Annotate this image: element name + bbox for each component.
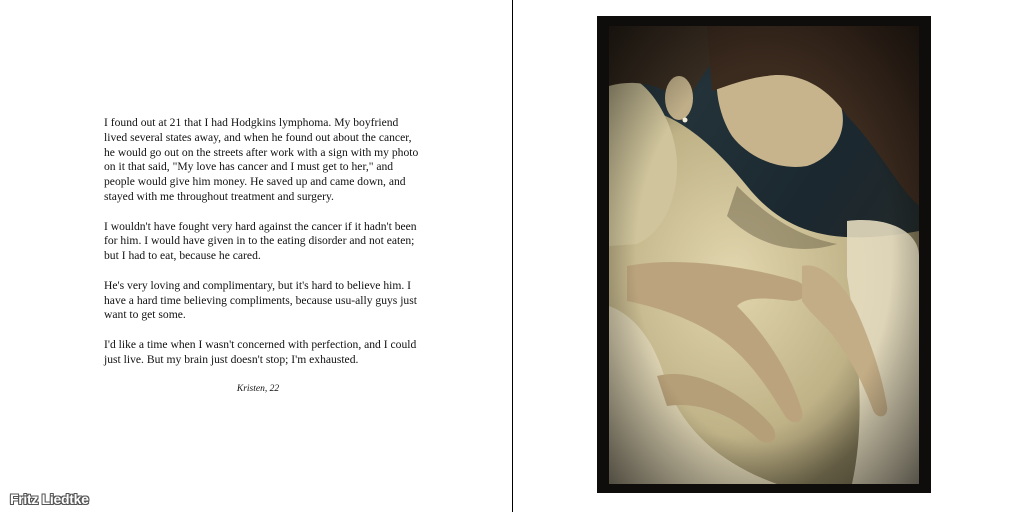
photographer-credit: Fritz Liedtke — [10, 491, 89, 507]
story-paragraph: I wouldn't have fought very hard against the cancer if it hadn't been for him. I would have given in to the eating disorder and not eaten; but I had to eat, because he cared. — [104, 219, 417, 263]
story-paragraph: I found out at 21 that I had Hodgkins lymphoma. My boyfriend lived several states away, and when he found out about the cancer, he would go out on the streets after work with a sign with my photo on it that said, "My love has cancer and I must get to her," and people would give him money. He saved up and came down, and stayed with me throughout treatment and surgery. — [104, 116, 419, 203]
portrait-photo — [597, 16, 931, 493]
story-paragraph: I'd like a time when I wasn't concerned with perfection, and I could just live. But my brain just doesn't stop; I'm exhausted. — [104, 337, 417, 366]
photo-illustration — [597, 16, 931, 493]
story-attribution: Kristen, 22 — [236, 384, 280, 395]
story-paragraph: He's very loving and complimentary, but it's hard to believe him. I have a hard time believing compliments, because usu-ally guys just want to get some. — [104, 278, 417, 322]
story-text — [104, 116, 422, 397]
